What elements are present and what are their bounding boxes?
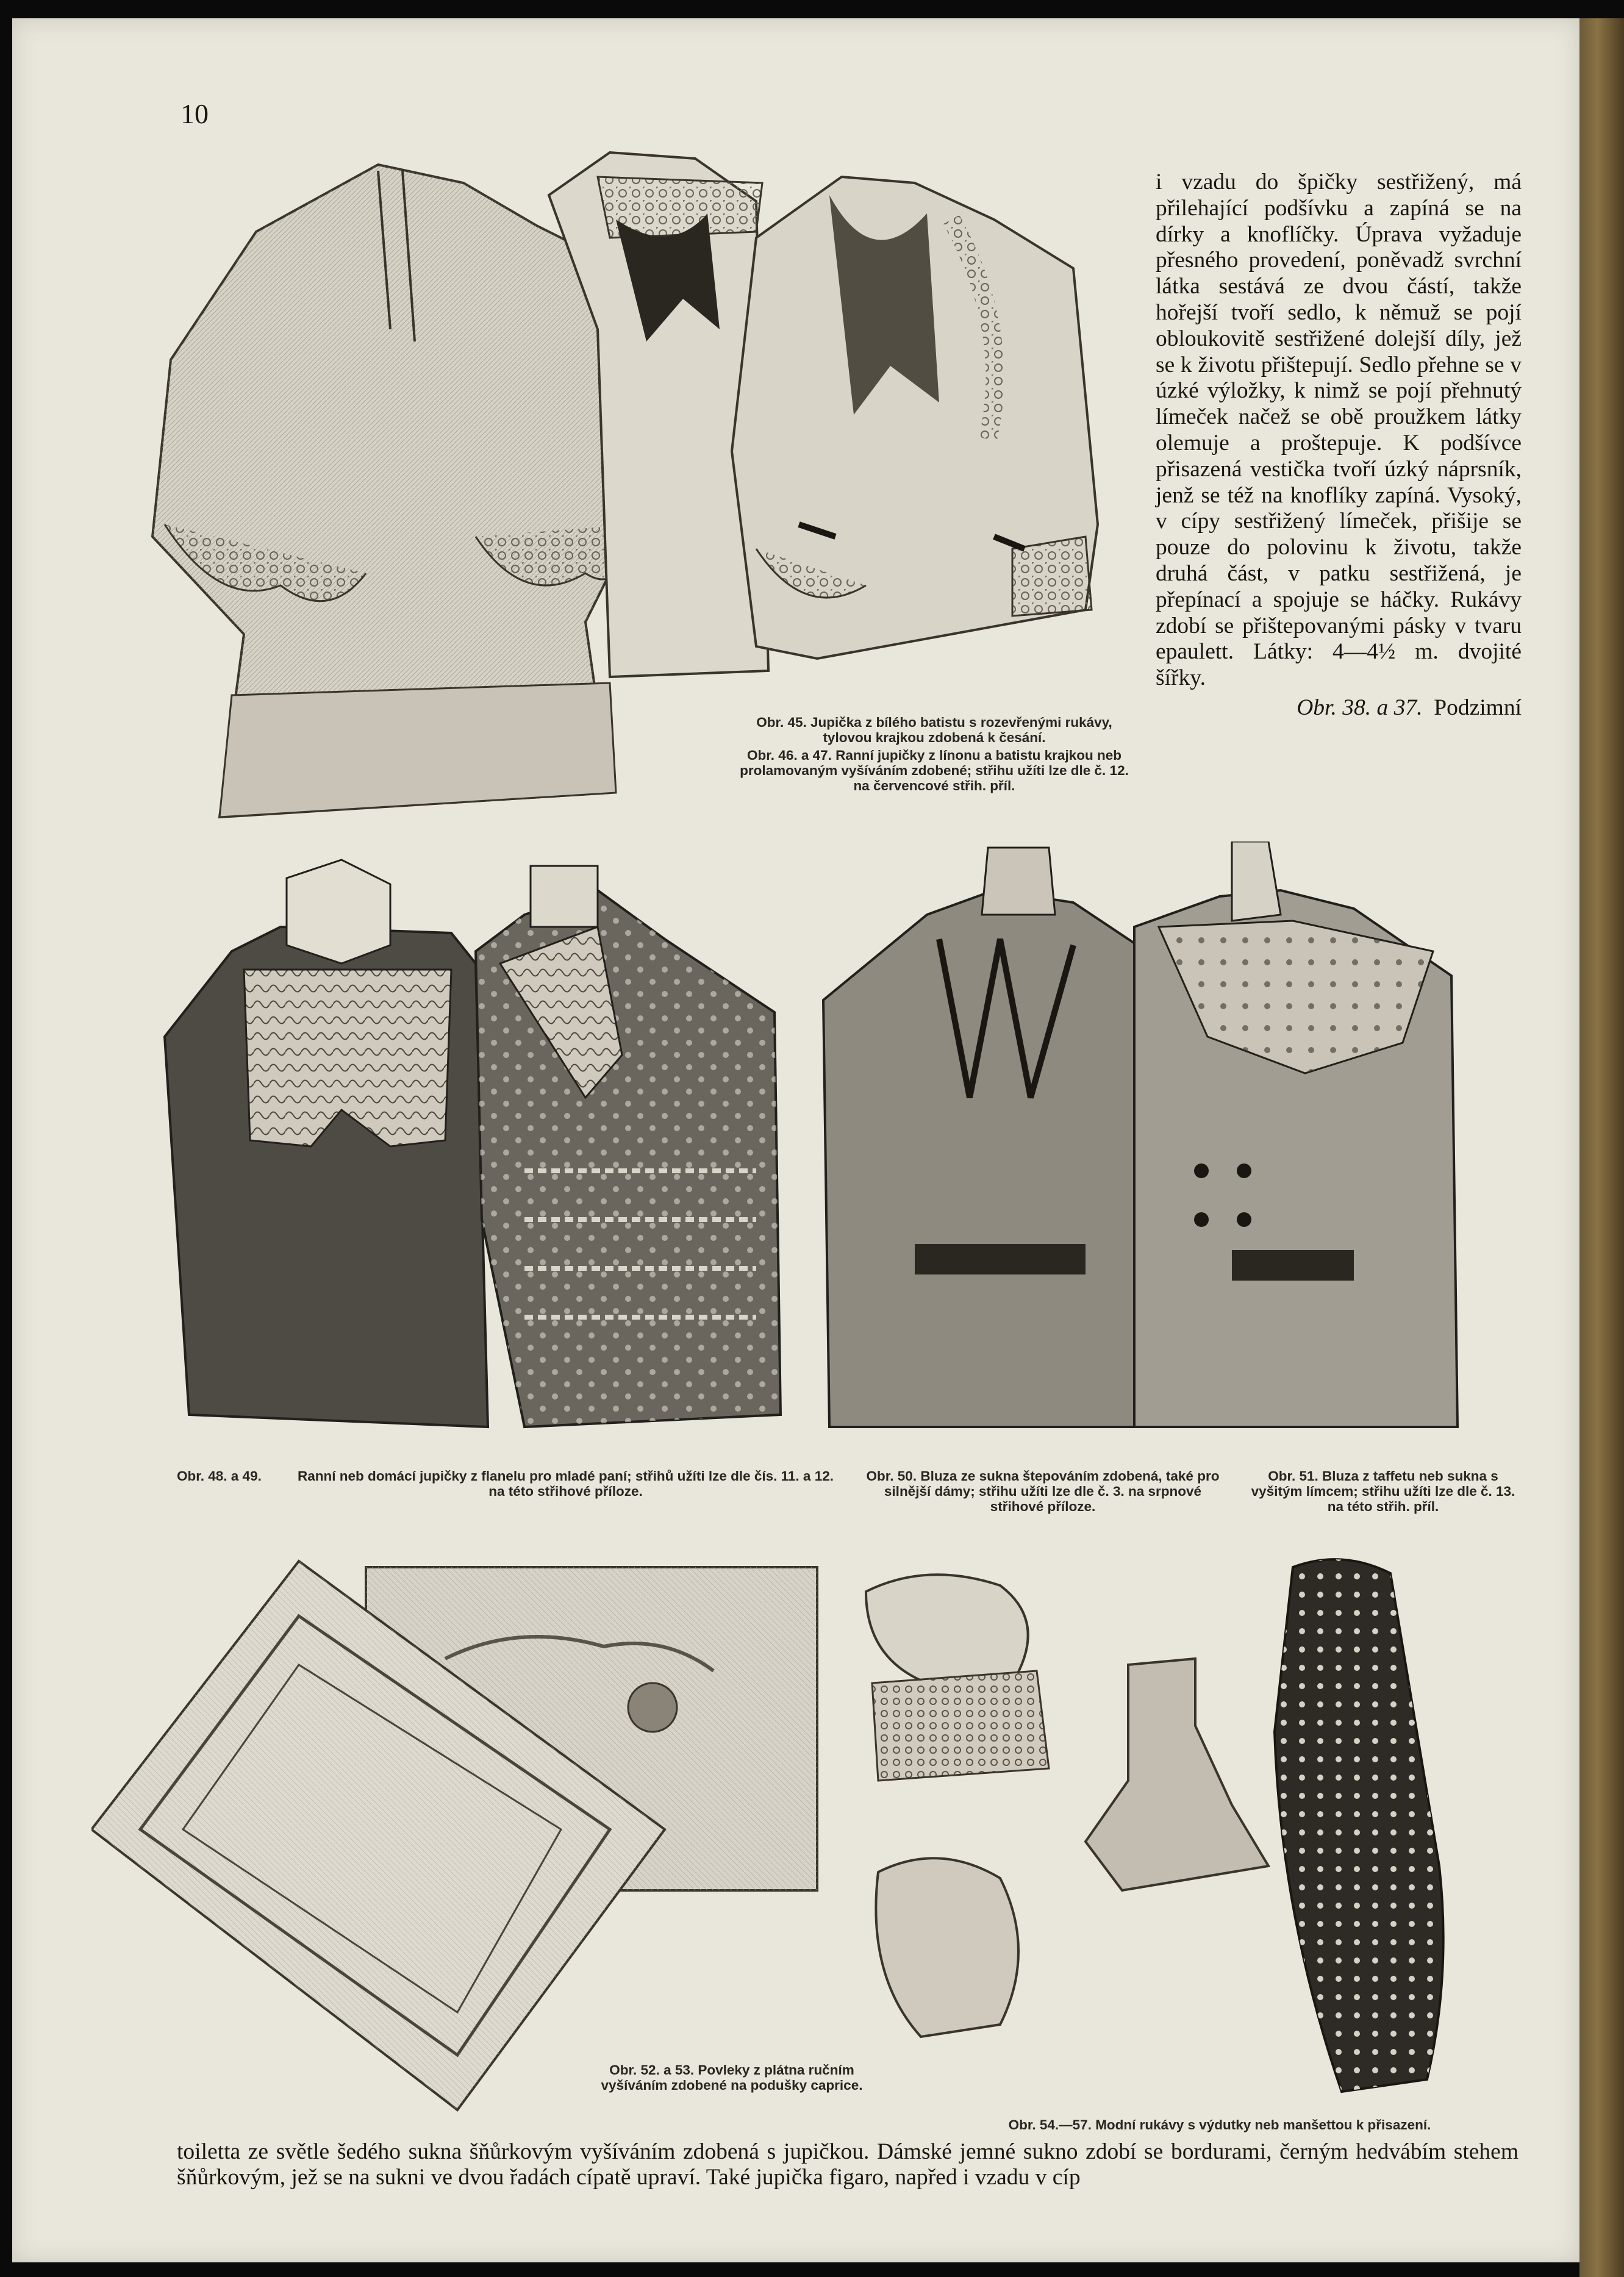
caption-fig48-49-label: Obr. 48. a 49. xyxy=(177,1468,262,1484)
article-bottom xyxy=(177,2139,1518,2190)
figure-reference: Obr. 38. a 37. xyxy=(1297,695,1423,720)
caption-fig48-49-text: Ranní neb domácí jupičky z flanelu pro mladé paní; střihů užíti lze dle čís. 11. a 12. na této střihové příloze. xyxy=(298,1468,834,1499)
caption-fig51: Obr. 51. Bluza z taffetu neb sukna s vyšitým límcem; střihu užíti lze dle č. 13. na této střih. příl. xyxy=(1251,1468,1515,1514)
flannel-jackets-illustration xyxy=(159,854,787,1439)
article-column xyxy=(1156,170,1522,721)
page-number: 10 xyxy=(181,98,209,129)
pillow-covers-illustration xyxy=(91,1549,823,2116)
caption-fig52-53: Obr. 52. a 53. Povleky z plátna ručním vyšíváním zdobené na podušky caprice. xyxy=(601,2062,863,2093)
caption-fig54-57: Obr. 54.—57. Modní rukávy s výdutky neb manšettou k přisazení. xyxy=(1008,2117,1431,2132)
caption-fig48-49 xyxy=(177,1468,835,1499)
sleeves-illustration xyxy=(854,1549,1476,2098)
caption-fig45: Obr. 45. Jupička z bílého batistu s rozevřenými rukávy, tylovou krajkou zdobená k česání. xyxy=(756,715,1112,745)
blouses-illustration xyxy=(817,842,1464,1439)
caption-fig50: Obr. 50. Bluza ze sukna štepováním zdobená, také pro silnější dámy; střihu užíti lze dle č. 3. na srpnové střihové příloze. xyxy=(866,1468,1220,1514)
caption-fig45-47 xyxy=(733,715,1136,796)
article-column-body: i vzadu do špičky sestřižený, má přilehající podšívku a zapíná se na dírky a knoflíčky. Úprava vyžaduje přesného provedení, poněvadž svrchní látka sestává ze dvou částí, takže hořejší tvoří sedlo, k němuž se pojí obloukovitě sestřižené dolejší díly, jež se k životu přištepují. Sedlo přehne se v úzké výložky, k nimž se pojí přehnutý límeček načež se obě proužkem látky olemuje a proštepuje. K podšívce přisazená vestička tvoří úzký náprsník, jenž se též na knoflíky zapíná. Vysoký, v cípy sestřižený límeček, přišije se pouze do polovinu k životu, takže druhá část, v patku sestřižená, je přepínací a spojuje se háčky. Rukávy zdobí se přištepovanými pásky v tvaru epaulett. Látky: 4—4½ m. dvojité šířky. xyxy=(1156,170,1522,691)
binding-edge xyxy=(1579,18,1624,2277)
article-column-tail xyxy=(1156,695,1522,721)
article-column-tail-text: Podzimní xyxy=(1434,695,1522,720)
caption-fig46-47: Obr. 46. a 47. Ranní jupičky z línonu a batistu krajkou neb prolamovaným vyšíváním zdobené; střihu užíti lze dle č. 12. na červencové střih. příl. xyxy=(740,748,1129,793)
article-bottom-body: toiletta ze světle šedého sukna šňůrkovým vyšíváním zdobená s jupičkou. Dámské jemné sukno zdobí se bordurami, černým hedvábím stehem šňůrkovým, jež se na sukni ve dvou řadách cípatě upraví. Také jupička figaro, napřed i vzadu v cíp xyxy=(177,2139,1518,2190)
